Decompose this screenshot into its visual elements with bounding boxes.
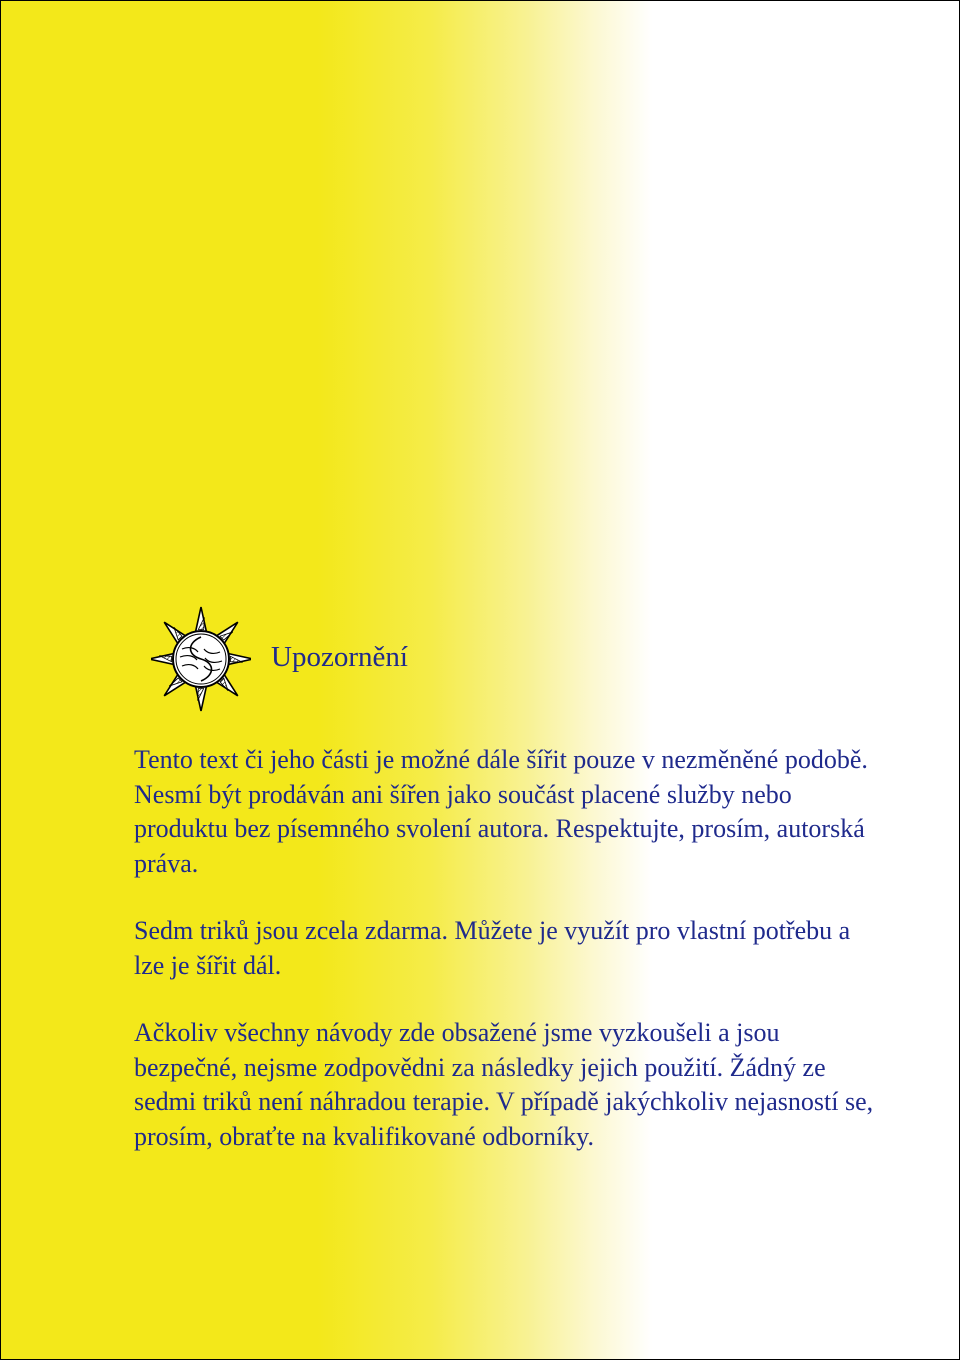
- sun-icon: [151, 604, 251, 714]
- page-title: Upozornění: [271, 640, 408, 673]
- paragraph-copyright: Tento text či jeho části je možné dále šířit pouze v nezměněné podobě. Nesmí být prodáván ani šířen jako součást placené služby nebo produktu bez písemného svolení autora. Respektujte, prosím, autorská práva.: [134, 745, 868, 878]
- paragraph-free: Sedm triků jsou zcela zdarma. Můžete je využít pro vlastní potřebu a lze je šířit dál.: [134, 916, 851, 980]
- paragraph-disclaimer: Ačkoliv všechny návody zde obsažené jsme vyzkoušeli a jsou bezpečné, nejsme zodpovědni za následky jejich použití. Žádný ze sedmi triků není náhradou terapie. V případě jakýchkoliv nejasností se, prosím, obraťte na kvalifikované odborníky.: [134, 1018, 874, 1151]
- notice-body: [134, 743, 874, 1187]
- notice-heading: [151, 604, 408, 714]
